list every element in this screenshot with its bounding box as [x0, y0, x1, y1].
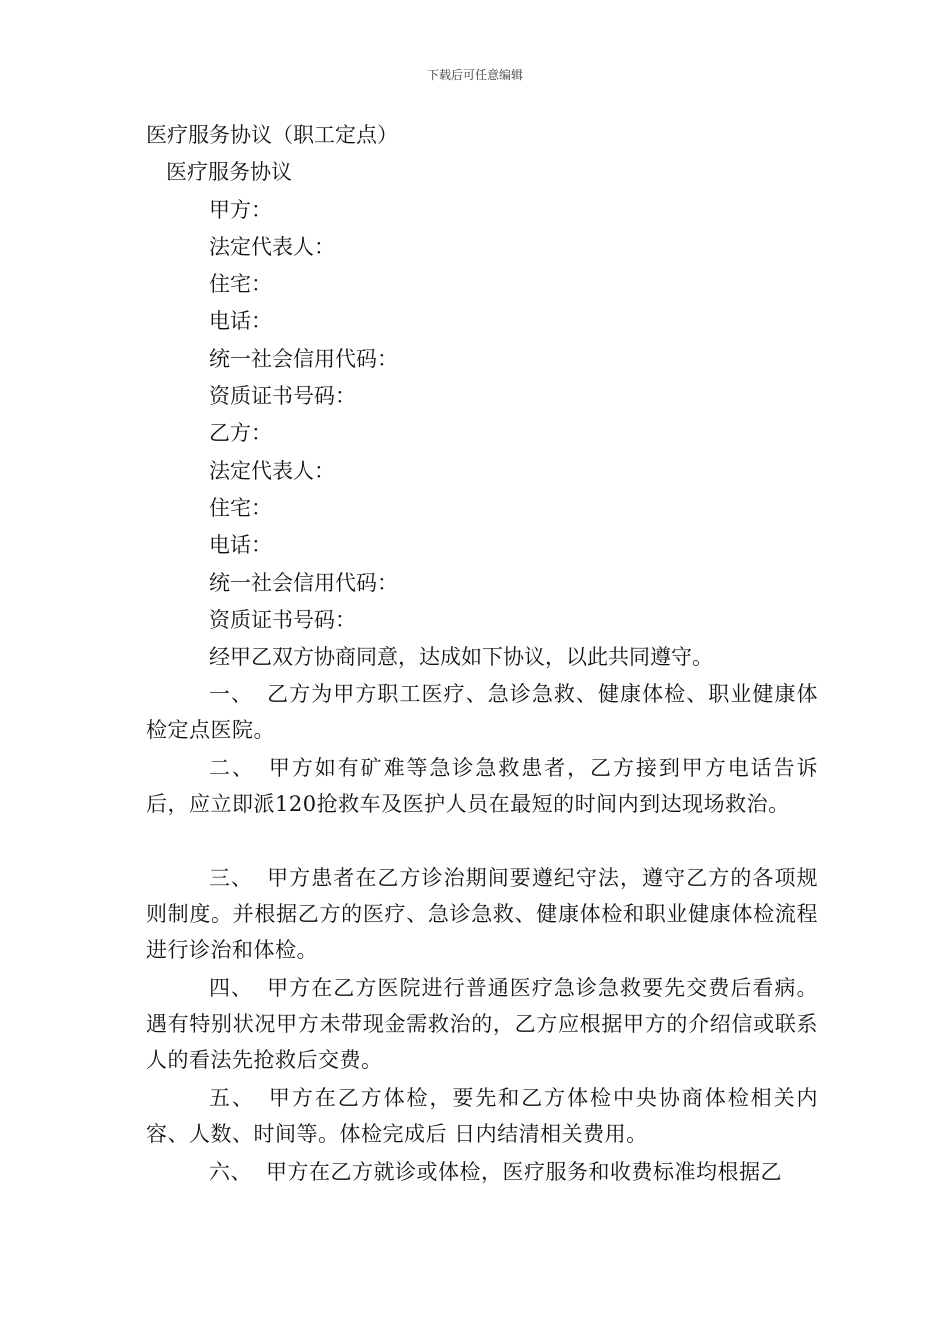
clause-text: 甲方患者在乙方诊治期间要遵纪守法，遵守乙方的各项规则制度。并根据乙方的医疗、急诊急救、健康体检和职业健康体检流程进行诊治和体检。: [146, 866, 819, 963]
document-body: [146, 117, 818, 1190]
document-title: 医疗服务协议（职工定点）: [146, 123, 398, 147]
party-a-credit-code: 统一社会信用代码：: [209, 346, 398, 371]
clause-text: 甲方在乙方体检，要先和乙方体检中央协商体检相关内容、人数、时间等。体检完成后 日内结清相关费用。: [146, 1086, 819, 1147]
party-b-label: 乙方：: [209, 421, 272, 446]
document-subtitle: 医疗服务协议: [166, 160, 292, 185]
party-b-legal-rep: 法定代表人：: [209, 458, 335, 483]
clause-text: 甲方在乙方医院进行普通医疗急诊急救要先交费后看病。遇有特别状况甲方未带现金需救治的，乙方应根据甲方的介绍信或联系人的看法先抢救后交费。: [146, 976, 819, 1073]
clause-number: 一、: [209, 682, 254, 707]
clause-2: [146, 750, 818, 822]
party-a-legal-rep: 法定代表人：: [209, 234, 335, 259]
agreement-intro: 经甲乙双方协商同意，达成如下协议，以此共同遵守。: [209, 645, 713, 670]
clause-4: [146, 970, 818, 1078]
party-b-address: 住宅：: [209, 495, 272, 520]
clause-number: 四、: [209, 976, 254, 1001]
clause-6: [146, 1154, 818, 1190]
clause-text: 甲方在乙方就诊或体检，医疗服务和收费标准均根据乙: [266, 1160, 782, 1185]
clause-number: 二、: [209, 756, 255, 781]
party-a-phone: 电话：: [209, 309, 272, 334]
clause-number: 六、: [209, 1160, 252, 1185]
party-b-phone: 电话：: [209, 533, 272, 558]
party-b-certificate: 资质证书号码：: [209, 607, 356, 632]
clause-text: 乙方为甲方职工医疗、急诊急救、健康体检、职业健康体检定点医院。: [146, 682, 819, 743]
clause-number: 五、: [209, 1086, 255, 1111]
party-a-address: 住宅：: [209, 272, 272, 297]
clause-number: 三、: [209, 866, 254, 891]
page-header: 下载后可任意编辑: [426, 68, 523, 82]
party-a-certificate: 资质证书号码：: [209, 384, 356, 409]
clause-text: 甲方如有矿难等急诊急救患者，乙方接到甲方电话告诉后，应立即派120抢救车及医护人员在最短的时间内到达现场救治。: [146, 756, 819, 817]
clause-5: [146, 1080, 818, 1152]
clause-1: [146, 676, 818, 748]
clause-3: [146, 860, 818, 968]
party-b-credit-code: 统一社会信用代码：: [209, 570, 398, 595]
blank-line: [146, 822, 818, 860]
party-a-label: 甲方：: [209, 197, 272, 222]
